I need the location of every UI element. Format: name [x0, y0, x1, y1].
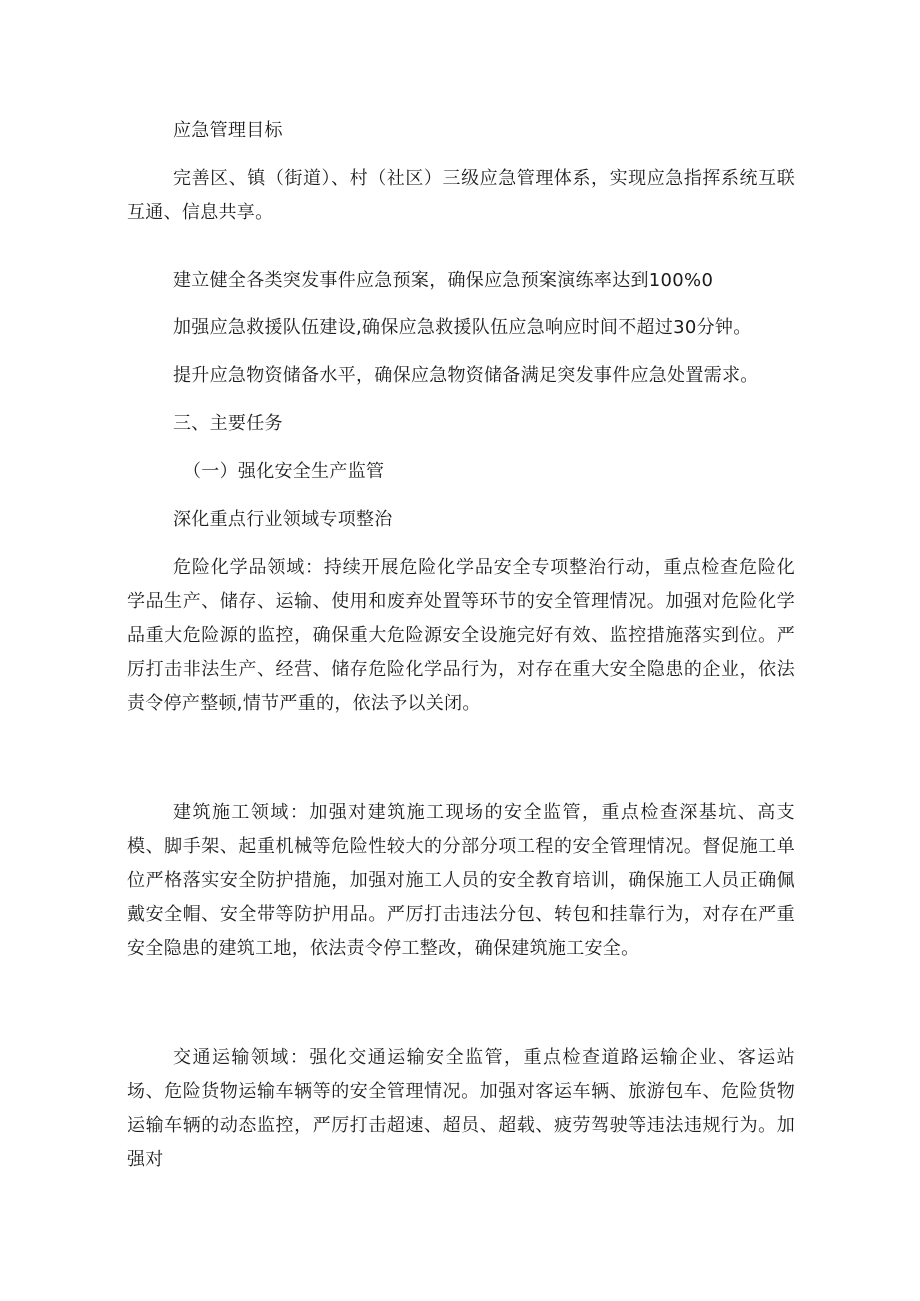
goal-paragraph-2: 建立健全各类突发事件应急预案，确保应急预案演练率达到100%0 — [173, 270, 714, 291]
goal-paragraph-4: 提升应急物资储备水平，确保应急物资储备满足突发事件应急处置需求。 — [173, 365, 759, 386]
paragraph-transport: 交通运输领域：强化交通运输安全监管，重点检查道路运输企业、客运站场、危险货物运输车辆等的安全管理情况。加强对客运车辆、旅游包车、危险货物运输车辆的动态监控，严厉打击超速、超员、超载、疲劳驾驶等违法违规行为。加强对 — [127, 1047, 795, 1170]
goal-paragraph-3: 加强应急救援队伍建设,确保应急救援队伍应急响应时间不超过30分钟。 — [173, 317, 752, 338]
paragraph-construction: 建筑施工领域：加强对建筑施工现场的安全监管，重点检查深基坑、高支模、脚手架、起重机械等危险性较大的分部分项工程的安全管理情况。督促施工单位严格落实安全防护措施，加强对施工人员的安全教育培训，确保施工人员正确佩戴安全帽、安全带等防护用品。严厉打击违法分包、转包和挂靠行为，对存在严重安全隐患的建筑工地，依法责令停工整改，确保建筑施工安全。 — [127, 802, 795, 959]
topic-heading: 深化重点行业领域专项整治 — [173, 509, 393, 530]
goal-paragraph-1: 完善区、镇（街道）、村（社区）三级应急管理体系，实现应急指挥系统互联互通、信息共享。 — [127, 168, 795, 223]
paragraph-chemicals: 危险化学品领域：持续开展危险化学品安全专项整治行动，重点检查危险化学品生产、储存、运输、使用和废弃处置等环节的安全管理情况。加强对危险化学品重大危险源的监控，确保重大危险源安全设施完好有效、监控措施落实到位。严厉打击非法生产、经营、储存危险化学品行为，对存在重大安全隐患的企业，依法责令停产整顿,情节严重的，依法予以关闭。 — [127, 557, 795, 714]
section-3-heading: 三、主要任务 — [173, 413, 283, 434]
subsection-1-heading: （一）强化安全生产监管 — [183, 461, 385, 482]
heading-goal: 应急管理目标 — [173, 120, 283, 141]
